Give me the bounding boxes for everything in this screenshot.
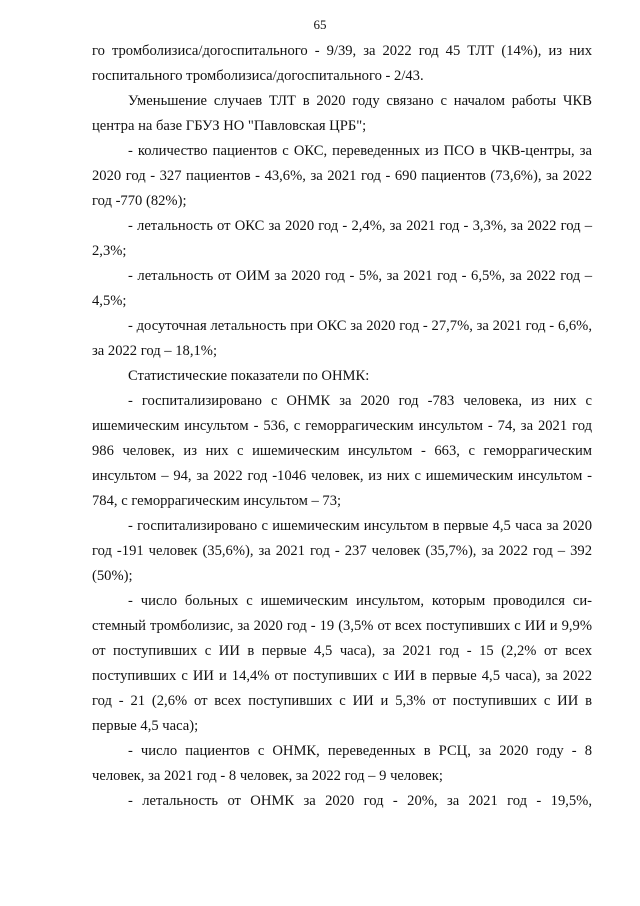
paragraph-oks-daily-mortality: - досуточная летальность при ОКС за 2020 год - 27,7%, за 2021 год - 6,6%, за 2022 год – 18,1%; — [92, 318, 592, 359]
paragraph-systemic-thrombolysis: - число больных с ишемическим инсультом, которым проводился системный тромболизис, за 2020 год - 19 (3,5% от всех поступивших с ИИ и 9,9% от поступивших с ИИ в первые 4,5 часа), за 2021 год - 15 (2,2% от всех поступивших с ИИ и 14,4% от поступивших с ИИ в первые 4,5 часа), за 2022 год - 21 (2,6% от всех поступивших с ИИ и 5,3% от поступивших с ИИ в первые 4,5 часа); — [92, 593, 592, 734]
paragraph-onmk-heading: Статистические показатели по ОНМК: — [128, 368, 370, 384]
paragraph-ischemic-first-hours: - госпитализировано с ишемическим инсультом в первые 4,5 часа за 2020 год -191 человек (35,6%), за 2021 год - 237 человек (35,7%), за 2022 год – 392 (50%); — [92, 518, 592, 584]
paragraph-tlt-continuation: го тромболизиса/догоспитального - 9/39, за 2022 год 45 ТЛТ (14%), из них госпитального тромболизиса/догоспитального - 2/43. — [92, 43, 592, 84]
paragraph-rsc-transfers: - число пациентов с ОНМК, переведенных в РСЦ, за 2020 году - 8 человек, за 2021 год - 8 человек, за 2022 год – 9 человек; — [92, 743, 592, 784]
paragraph-oim-mortality: - летальность от ОИМ за 2020 год - 5%, за 2021 год - 6,5%, за 2022 год – 4,5%; — [92, 268, 592, 309]
paragraph-onmk-hospitalized: - госпитализировано с ОНМК за 2020 год -783 человека, из них с ишемическим инсультом - 536, с геморрагическим инсультом - 74, за 2021 год 986 человек, из них с ишемическим инсультом - 663, с геморрагическим инсультом – 94, за 2022 год -1046 человек, из них с ишемическим инсультом - 784, с геморрагическим инсультом – 73; — [92, 393, 592, 509]
paragraph-onmk-mortality: - летальность от ОНМК за 2020 год - 20%, за 2021 год - 19,5%, — [128, 793, 592, 809]
paragraph-tlt-decrease: Уменьшение случаев ТЛТ в 2020 году связано с началом работы ЧКВ центра на базе ГБУЗ НО "Павловская ЦРБ"; — [92, 93, 592, 134]
paragraph-oks-transfers: - количество пациентов с ОКС, переведенных из ПСО в ЧКВ-центры, за 2020 год - 327 пациентов - 43,6%, за 2021 год - 690 пациентов (73,6%), за 2022 год -770 (82%); — [92, 143, 592, 209]
page-number: 65 — [313, 17, 327, 32]
document-body — [92, 39, 592, 814]
paragraph-oks-mortality: - летальность от ОКС за 2020 год - 2,4%, за 2021 год - 3,3%, за 2022 год – 2,3%; — [92, 218, 592, 259]
